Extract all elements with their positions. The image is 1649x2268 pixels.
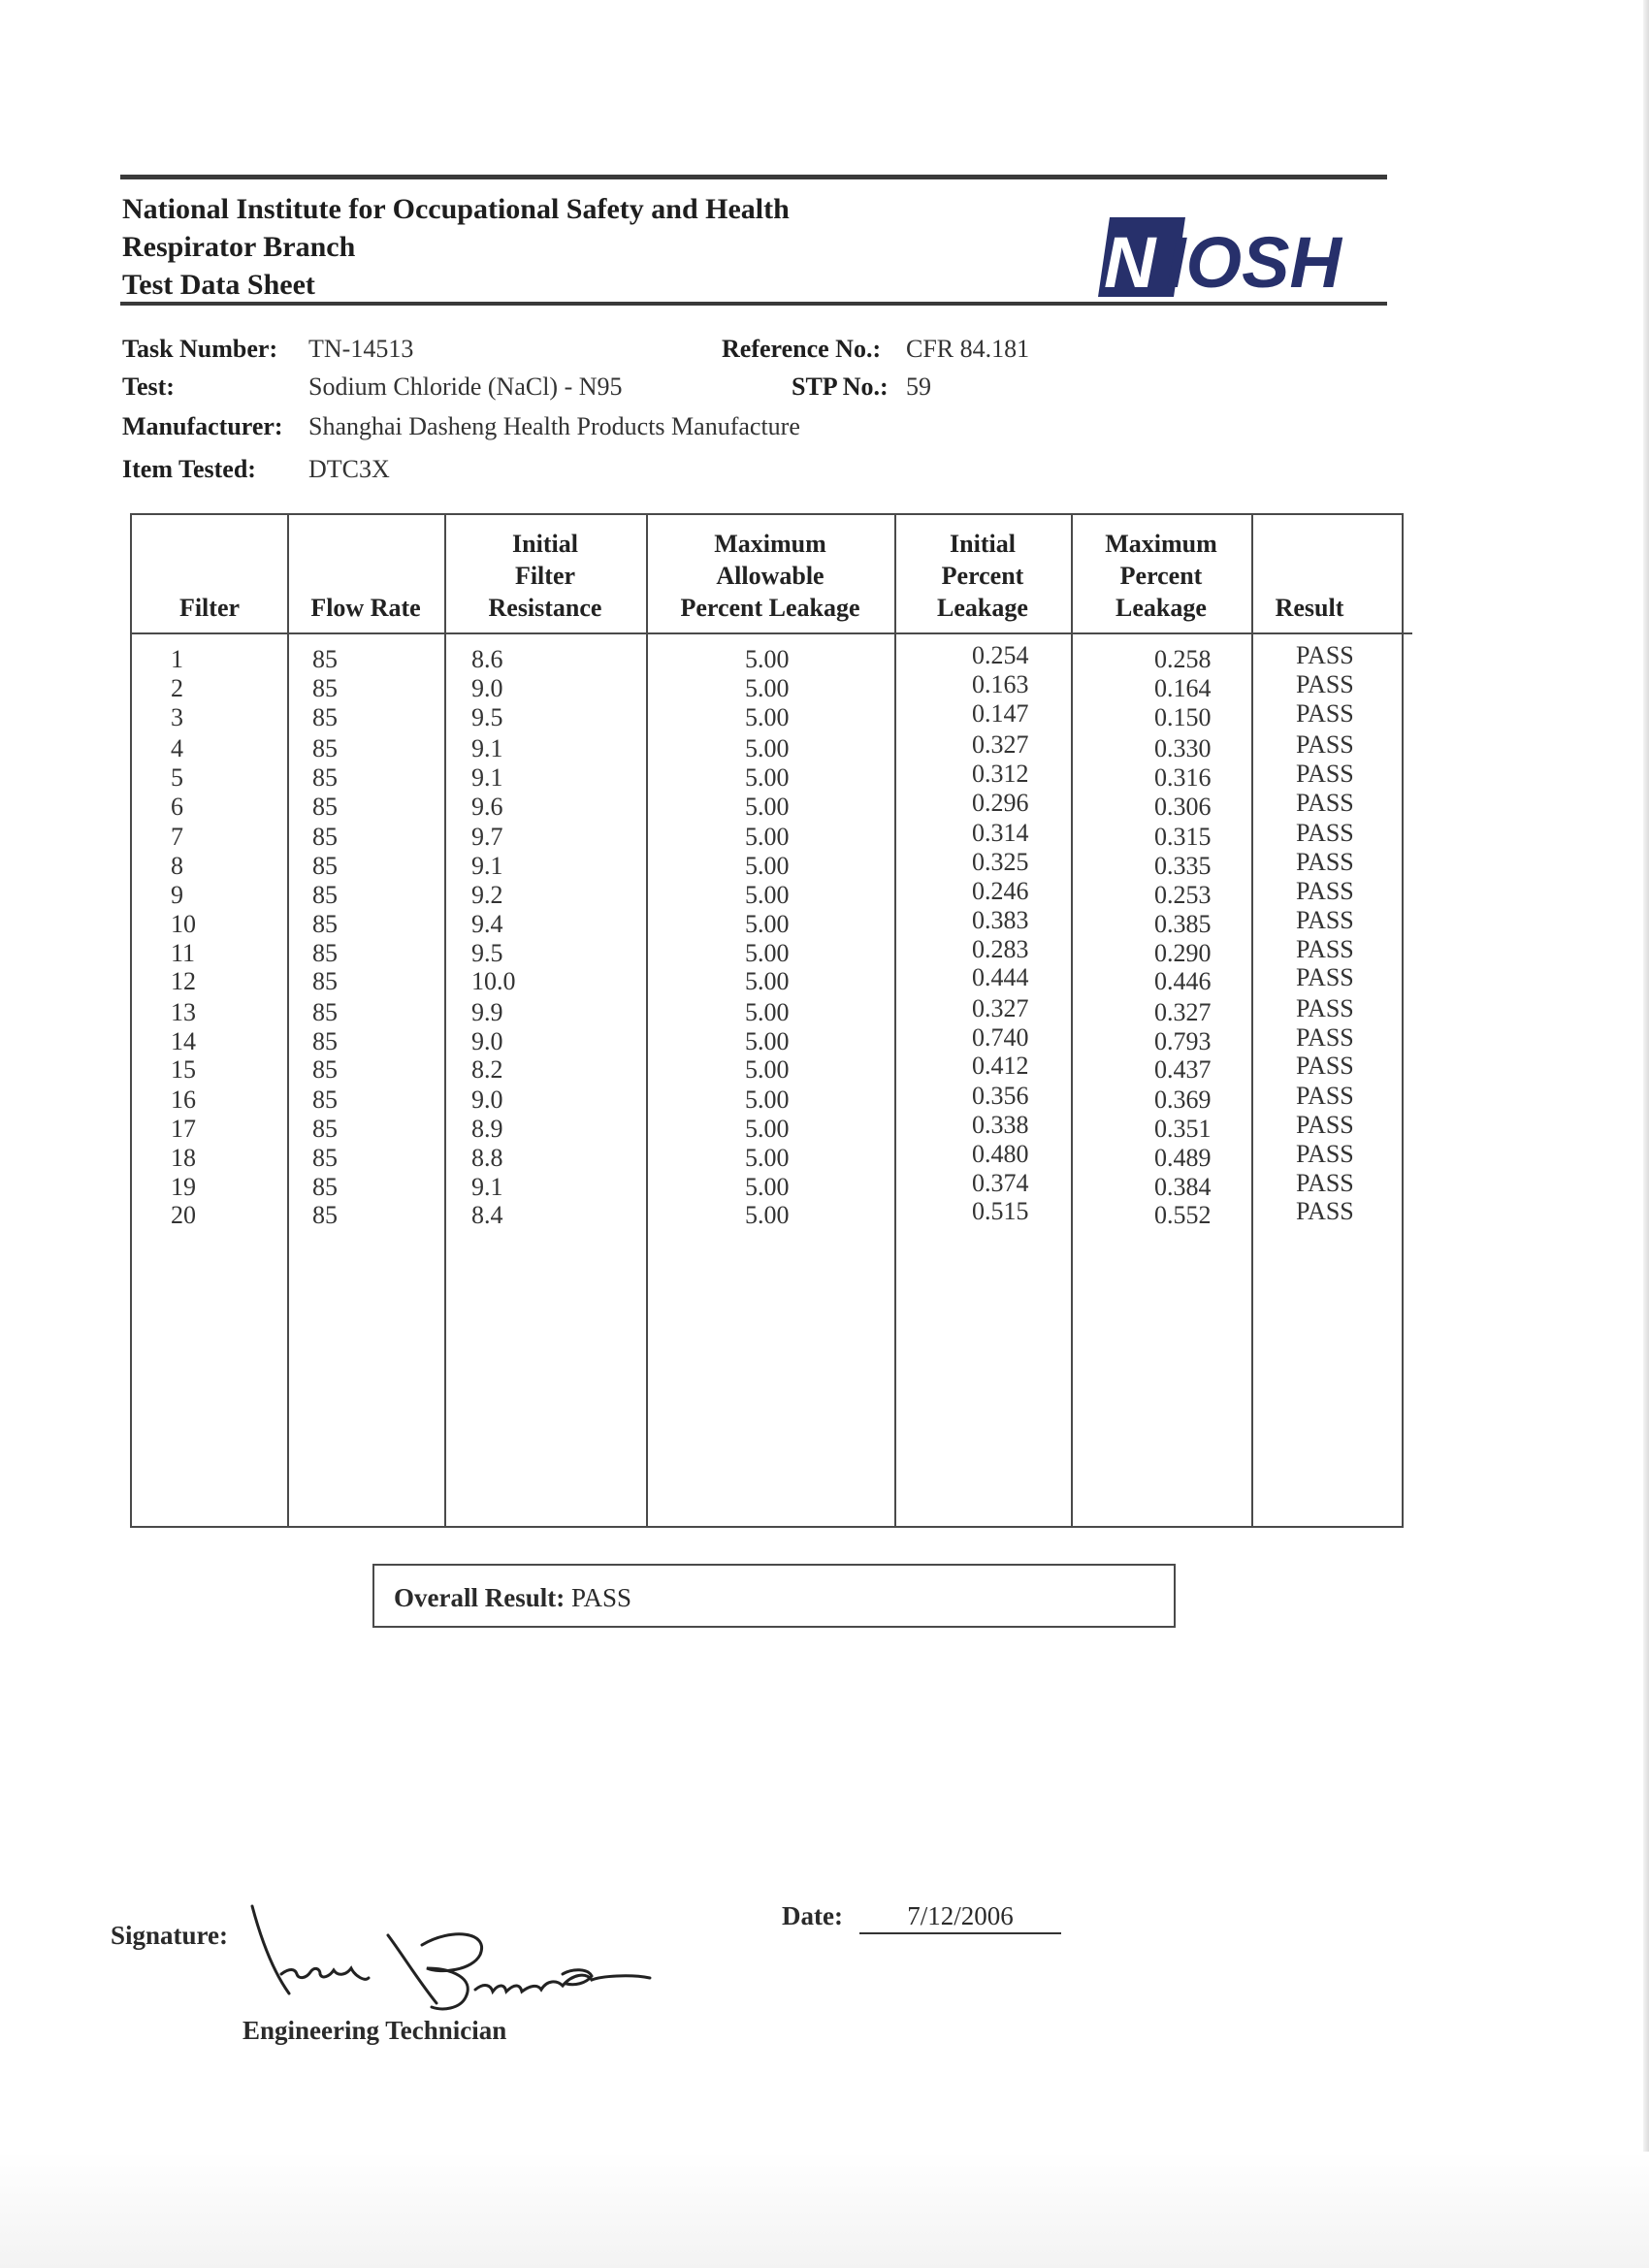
- cell-filter: 20: [171, 1201, 196, 1229]
- cell-initial-resistance: 9.1: [471, 763, 503, 792]
- logo-n: N: [1104, 222, 1156, 303]
- signer-role: Engineering Technician: [242, 2016, 507, 2045]
- cell-filter: 16: [171, 1085, 196, 1114]
- cell-result: PASS: [1296, 670, 1354, 698]
- cell-initial-resistance: 8.2: [471, 1055, 503, 1084]
- cell-max-leakage: 0.446: [1154, 967, 1212, 995]
- cell-flow-rate: 85: [312, 967, 338, 995]
- cell-filter: 3: [171, 703, 183, 731]
- cell-max-allowable: 5.00: [745, 881, 790, 909]
- cell-result: PASS: [1296, 1082, 1354, 1110]
- cell-filter: 14: [171, 1027, 196, 1055]
- task-number-label: Task Number:: [122, 335, 278, 363]
- cell-flow-rate: 85: [312, 1115, 338, 1143]
- stp-label-wrap: [792, 373, 889, 402]
- cell-filter: 6: [171, 793, 183, 821]
- manufacturer-label-wrap: [122, 412, 283, 441]
- cell-initial-leakage: 0.325: [972, 848, 1029, 876]
- cell-result: PASS: [1296, 1140, 1354, 1168]
- header-title-block: [122, 190, 790, 304]
- cell-max-allowable: 5.00: [745, 703, 790, 731]
- header-flow-rate: Flow Rate: [310, 594, 421, 622]
- cell-flow-rate: 85: [312, 1055, 338, 1084]
- cell-max-allowable: 5.00: [745, 823, 790, 851]
- header-line: Initial: [950, 530, 1016, 558]
- cell-flow-rate: 85: [312, 881, 338, 909]
- test-value-wrap: [308, 373, 623, 402]
- cell-max-allowable: 5.00: [745, 998, 790, 1026]
- cell-initial-resistance: 9.1: [471, 1173, 503, 1201]
- cell-result: PASS: [1296, 848, 1354, 876]
- cell-filter: 4: [171, 734, 183, 762]
- cell-result: PASS: [1296, 1111, 1354, 1139]
- item-label-wrap: [122, 455, 256, 484]
- test-label-wrap: [122, 373, 175, 402]
- manufacturer-value: Shanghai Dasheng Health Products Manufacture: [308, 412, 800, 440]
- cell-max-allowable: 5.00: [745, 1173, 790, 1201]
- cell-max-leakage: 0.316: [1154, 763, 1212, 792]
- manufacturer-value-wrap: [308, 412, 800, 441]
- cell-filter: 9: [171, 881, 183, 909]
- cell-initial-leakage: 0.296: [972, 789, 1029, 817]
- header-max-allowable: [646, 528, 894, 624]
- cell-max-leakage: 0.552: [1154, 1201, 1212, 1229]
- cell-result: PASS: [1296, 994, 1354, 1022]
- niosh-logo: [1096, 211, 1373, 305]
- cell-result: PASS: [1296, 1023, 1354, 1052]
- cell-max-leakage: 0.385: [1154, 910, 1212, 938]
- cell-initial-leakage: 0.374: [972, 1169, 1029, 1197]
- cell-initial-resistance: 9.6: [471, 793, 503, 821]
- cell-max-allowable: 5.00: [745, 763, 790, 792]
- cell-max-leakage: 0.489: [1154, 1144, 1212, 1172]
- header-line: Percent Leakage: [680, 594, 860, 622]
- stp-label: STP No.:: [792, 373, 889, 401]
- filter-results-table: [130, 513, 1404, 1528]
- cell-result: PASS: [1296, 935, 1354, 963]
- cell-filter: 13: [171, 998, 196, 1026]
- cell-filter: 1: [171, 645, 183, 673]
- cell-max-allowable: 5.00: [745, 734, 790, 762]
- header-line: Leakage: [937, 594, 1028, 622]
- cell-initial-resistance: 9.0: [471, 1085, 503, 1114]
- header-initial-resistance: [444, 528, 646, 624]
- test-label: Test:: [122, 373, 175, 401]
- cell-flow-rate: 85: [312, 793, 338, 821]
- cell-initial-resistance: 9.4: [471, 910, 503, 938]
- cell-initial-leakage: 0.515: [972, 1197, 1029, 1225]
- cell-flow-rate: 85: [312, 910, 338, 938]
- cell-filter: 2: [171, 674, 183, 702]
- cell-initial-leakage: 0.383: [972, 906, 1029, 934]
- cell-flow-rate: 85: [312, 939, 338, 967]
- manufacturer-label: Manufacturer:: [122, 412, 283, 440]
- cell-flow-rate: 85: [312, 703, 338, 731]
- cell-initial-resistance: 9.0: [471, 1027, 503, 1055]
- cell-initial-leakage: 0.283: [972, 935, 1029, 963]
- col-divider: [1071, 515, 1073, 1526]
- cell-initial-resistance: 9.1: [471, 852, 503, 880]
- cell-initial-leakage: 0.147: [972, 699, 1029, 728]
- handwritten-signature: [242, 1896, 776, 2013]
- cell-result: PASS: [1296, 760, 1354, 788]
- cell-flow-rate: 85: [312, 674, 338, 702]
- col-divider: [287, 515, 289, 1526]
- cell-flow-rate: 85: [312, 734, 338, 762]
- cell-result: PASS: [1296, 877, 1354, 905]
- header-filter: Filter: [178, 594, 241, 622]
- cell-initial-resistance: 9.5: [471, 703, 503, 731]
- col-divider: [894, 515, 896, 1526]
- cell-filter: 15: [171, 1055, 196, 1084]
- org-name: National Institute for Occupational Safety and Health: [122, 193, 790, 225]
- cell-max-leakage: 0.253: [1154, 881, 1212, 909]
- header-line: Resistance: [488, 594, 602, 622]
- cell-initial-leakage: 0.246: [972, 877, 1029, 905]
- col-divider: [646, 515, 648, 1526]
- cell-initial-resistance: 9.9: [471, 998, 503, 1026]
- cell-max-leakage: 0.330: [1154, 734, 1212, 762]
- cell-filter: 17: [171, 1115, 196, 1143]
- header-line: Percent: [1119, 562, 1203, 590]
- cell-initial-leakage: 0.356: [972, 1082, 1029, 1110]
- cell-initial-leakage: 0.312: [972, 760, 1029, 788]
- signature-label: Signature:: [111, 1921, 229, 1950]
- cell-filter: 12: [171, 967, 196, 995]
- cell-initial-leakage: 0.254: [972, 641, 1029, 669]
- cell-result: PASS: [1296, 789, 1354, 817]
- cell-initial-resistance: 8.6: [471, 645, 503, 673]
- item-tested-value: DTC3X: [308, 455, 390, 483]
- cell-initial-leakage: 0.327: [972, 730, 1029, 759]
- cell-max-leakage: 0.327: [1154, 998, 1212, 1026]
- cell-initial-resistance: 9.1: [471, 734, 503, 762]
- stp-value-wrap: [906, 373, 931, 402]
- date-value: 7/12/2006: [859, 1901, 1061, 1934]
- cell-initial-leakage: 0.412: [972, 1052, 1029, 1080]
- header-line: Allowable: [716, 562, 824, 590]
- cell-filter: 10: [171, 910, 196, 938]
- cell-result: PASS: [1296, 699, 1354, 728]
- cell-max-allowable: 5.00: [745, 1085, 790, 1114]
- cell-initial-leakage: 0.314: [972, 819, 1029, 847]
- cell-filter: 18: [171, 1144, 196, 1172]
- item-value-wrap: [308, 455, 390, 484]
- cell-flow-rate: 85: [312, 1027, 338, 1055]
- overall-result-box: [372, 1564, 1176, 1628]
- header-divider: [132, 632, 1412, 634]
- cell-max-leakage: 0.437: [1154, 1055, 1212, 1084]
- cell-initial-resistance: 8.9: [471, 1115, 503, 1143]
- item-tested-label: Item Tested:: [122, 455, 256, 483]
- header-line: Percent: [941, 562, 1024, 590]
- cell-filter: 8: [171, 852, 183, 880]
- header-result: Result: [1275, 594, 1344, 622]
- cell-result: PASS: [1296, 730, 1354, 759]
- cell-max-allowable: 5.00: [745, 674, 790, 702]
- cell-max-leakage: 0.164: [1154, 674, 1212, 702]
- reference-value-wrap: [906, 335, 1029, 364]
- cell-max-leakage: 0.369: [1154, 1085, 1212, 1114]
- cell-result: PASS: [1296, 1197, 1354, 1225]
- header-rule-top: [120, 175, 1387, 179]
- cell-result: PASS: [1296, 1169, 1354, 1197]
- cell-initial-resistance: 9.7: [471, 823, 503, 851]
- header-line: Leakage: [1116, 594, 1207, 622]
- header-max-leakage: [1071, 528, 1251, 624]
- page-edge: [1643, 0, 1649, 2268]
- branch-name: Respirator Branch: [122, 231, 356, 263]
- header-line: Maximum: [1105, 530, 1217, 558]
- header-initial-leakage: [894, 528, 1071, 624]
- cell-flow-rate: 85: [312, 1201, 338, 1229]
- cell-max-allowable: 5.00: [745, 1055, 790, 1084]
- cell-filter: 7: [171, 823, 183, 851]
- cell-max-allowable: 5.00: [745, 1027, 790, 1055]
- cell-flow-rate: 85: [312, 763, 338, 792]
- cell-max-allowable: 5.00: [745, 1144, 790, 1172]
- cell-flow-rate: 85: [312, 1085, 338, 1114]
- cell-max-allowable: 5.00: [745, 939, 790, 967]
- overall-result-value: PASS: [570, 1583, 632, 1612]
- cell-initial-leakage: 0.338: [972, 1111, 1029, 1139]
- task-number-row: [122, 335, 277, 364]
- cell-filter: 11: [171, 939, 196, 967]
- task-number-value-wrap: [308, 335, 413, 364]
- cell-max-allowable: 5.00: [745, 1201, 790, 1229]
- cell-filter: 19: [171, 1173, 196, 1201]
- cell-max-leakage: 0.150: [1154, 703, 1212, 731]
- cell-flow-rate: 85: [312, 645, 338, 673]
- header-line: Filter: [514, 562, 576, 590]
- reference-label-wrap: [722, 335, 881, 364]
- header-line: Initial: [512, 530, 578, 558]
- cell-max-leakage: 0.290: [1154, 939, 1212, 967]
- cell-initial-resistance: 9.2: [471, 881, 503, 909]
- cell-filter: 5: [171, 763, 183, 792]
- cell-initial-resistance: 8.4: [471, 1201, 503, 1229]
- cell-max-allowable: 5.00: [745, 645, 790, 673]
- date-label: Date:: [782, 1901, 843, 1930]
- cell-initial-leakage: 0.163: [972, 670, 1029, 698]
- cell-initial-leakage: 0.740: [972, 1023, 1029, 1052]
- cell-max-allowable: 5.00: [745, 852, 790, 880]
- cell-max-allowable: 5.00: [745, 793, 790, 821]
- page-shadow: [0, 2152, 1649, 2268]
- cell-result: PASS: [1296, 963, 1354, 991]
- header-line: Maximum: [714, 530, 826, 558]
- cell-max-leakage: 0.306: [1154, 793, 1212, 821]
- stp-value: 59: [906, 373, 931, 401]
- cell-initial-resistance: 8.8: [471, 1144, 503, 1172]
- cell-max-leakage: 0.351: [1154, 1115, 1212, 1143]
- col-divider: [444, 515, 446, 1526]
- cell-max-leakage: 0.793: [1154, 1027, 1212, 1055]
- cell-result: PASS: [1296, 1052, 1354, 1080]
- cell-flow-rate: 85: [312, 1173, 338, 1201]
- cell-max-leakage: 0.258: [1154, 645, 1212, 673]
- logo-rest: IOSH: [1166, 222, 1342, 303]
- cell-result: PASS: [1296, 906, 1354, 934]
- cell-flow-rate: 85: [312, 1144, 338, 1172]
- cell-initial-resistance: 10.0: [471, 967, 516, 995]
- cell-flow-rate: 85: [312, 998, 338, 1026]
- cell-initial-leakage: 0.327: [972, 994, 1029, 1022]
- cell-max-leakage: 0.335: [1154, 852, 1212, 880]
- reference-value: CFR 84.181: [906, 335, 1030, 363]
- cell-initial-resistance: 9.5: [471, 939, 503, 967]
- reference-label: Reference No.:: [722, 335, 882, 363]
- cell-max-leakage: 0.384: [1154, 1173, 1212, 1201]
- cell-max-allowable: 5.00: [745, 967, 790, 995]
- cell-max-allowable: 5.00: [745, 910, 790, 938]
- col-divider: [1251, 515, 1253, 1526]
- overall-result-label: Overall Result:: [394, 1583, 566, 1612]
- cell-initial-leakage: 0.480: [972, 1140, 1029, 1168]
- task-number-value: TN-14513: [308, 335, 414, 363]
- sheet-title: Test Data Sheet: [122, 269, 315, 301]
- cell-max-allowable: 5.00: [745, 1115, 790, 1143]
- cell-result: PASS: [1296, 819, 1354, 847]
- cell-max-leakage: 0.315: [1154, 823, 1212, 851]
- cell-initial-leakage: 0.444: [972, 963, 1029, 991]
- cell-flow-rate: 85: [312, 852, 338, 880]
- cell-flow-rate: 85: [312, 823, 338, 851]
- test-value: Sodium Chloride (NaCl) - N95: [308, 373, 623, 401]
- cell-result: PASS: [1296, 641, 1354, 669]
- cell-initial-resistance: 9.0: [471, 674, 503, 702]
